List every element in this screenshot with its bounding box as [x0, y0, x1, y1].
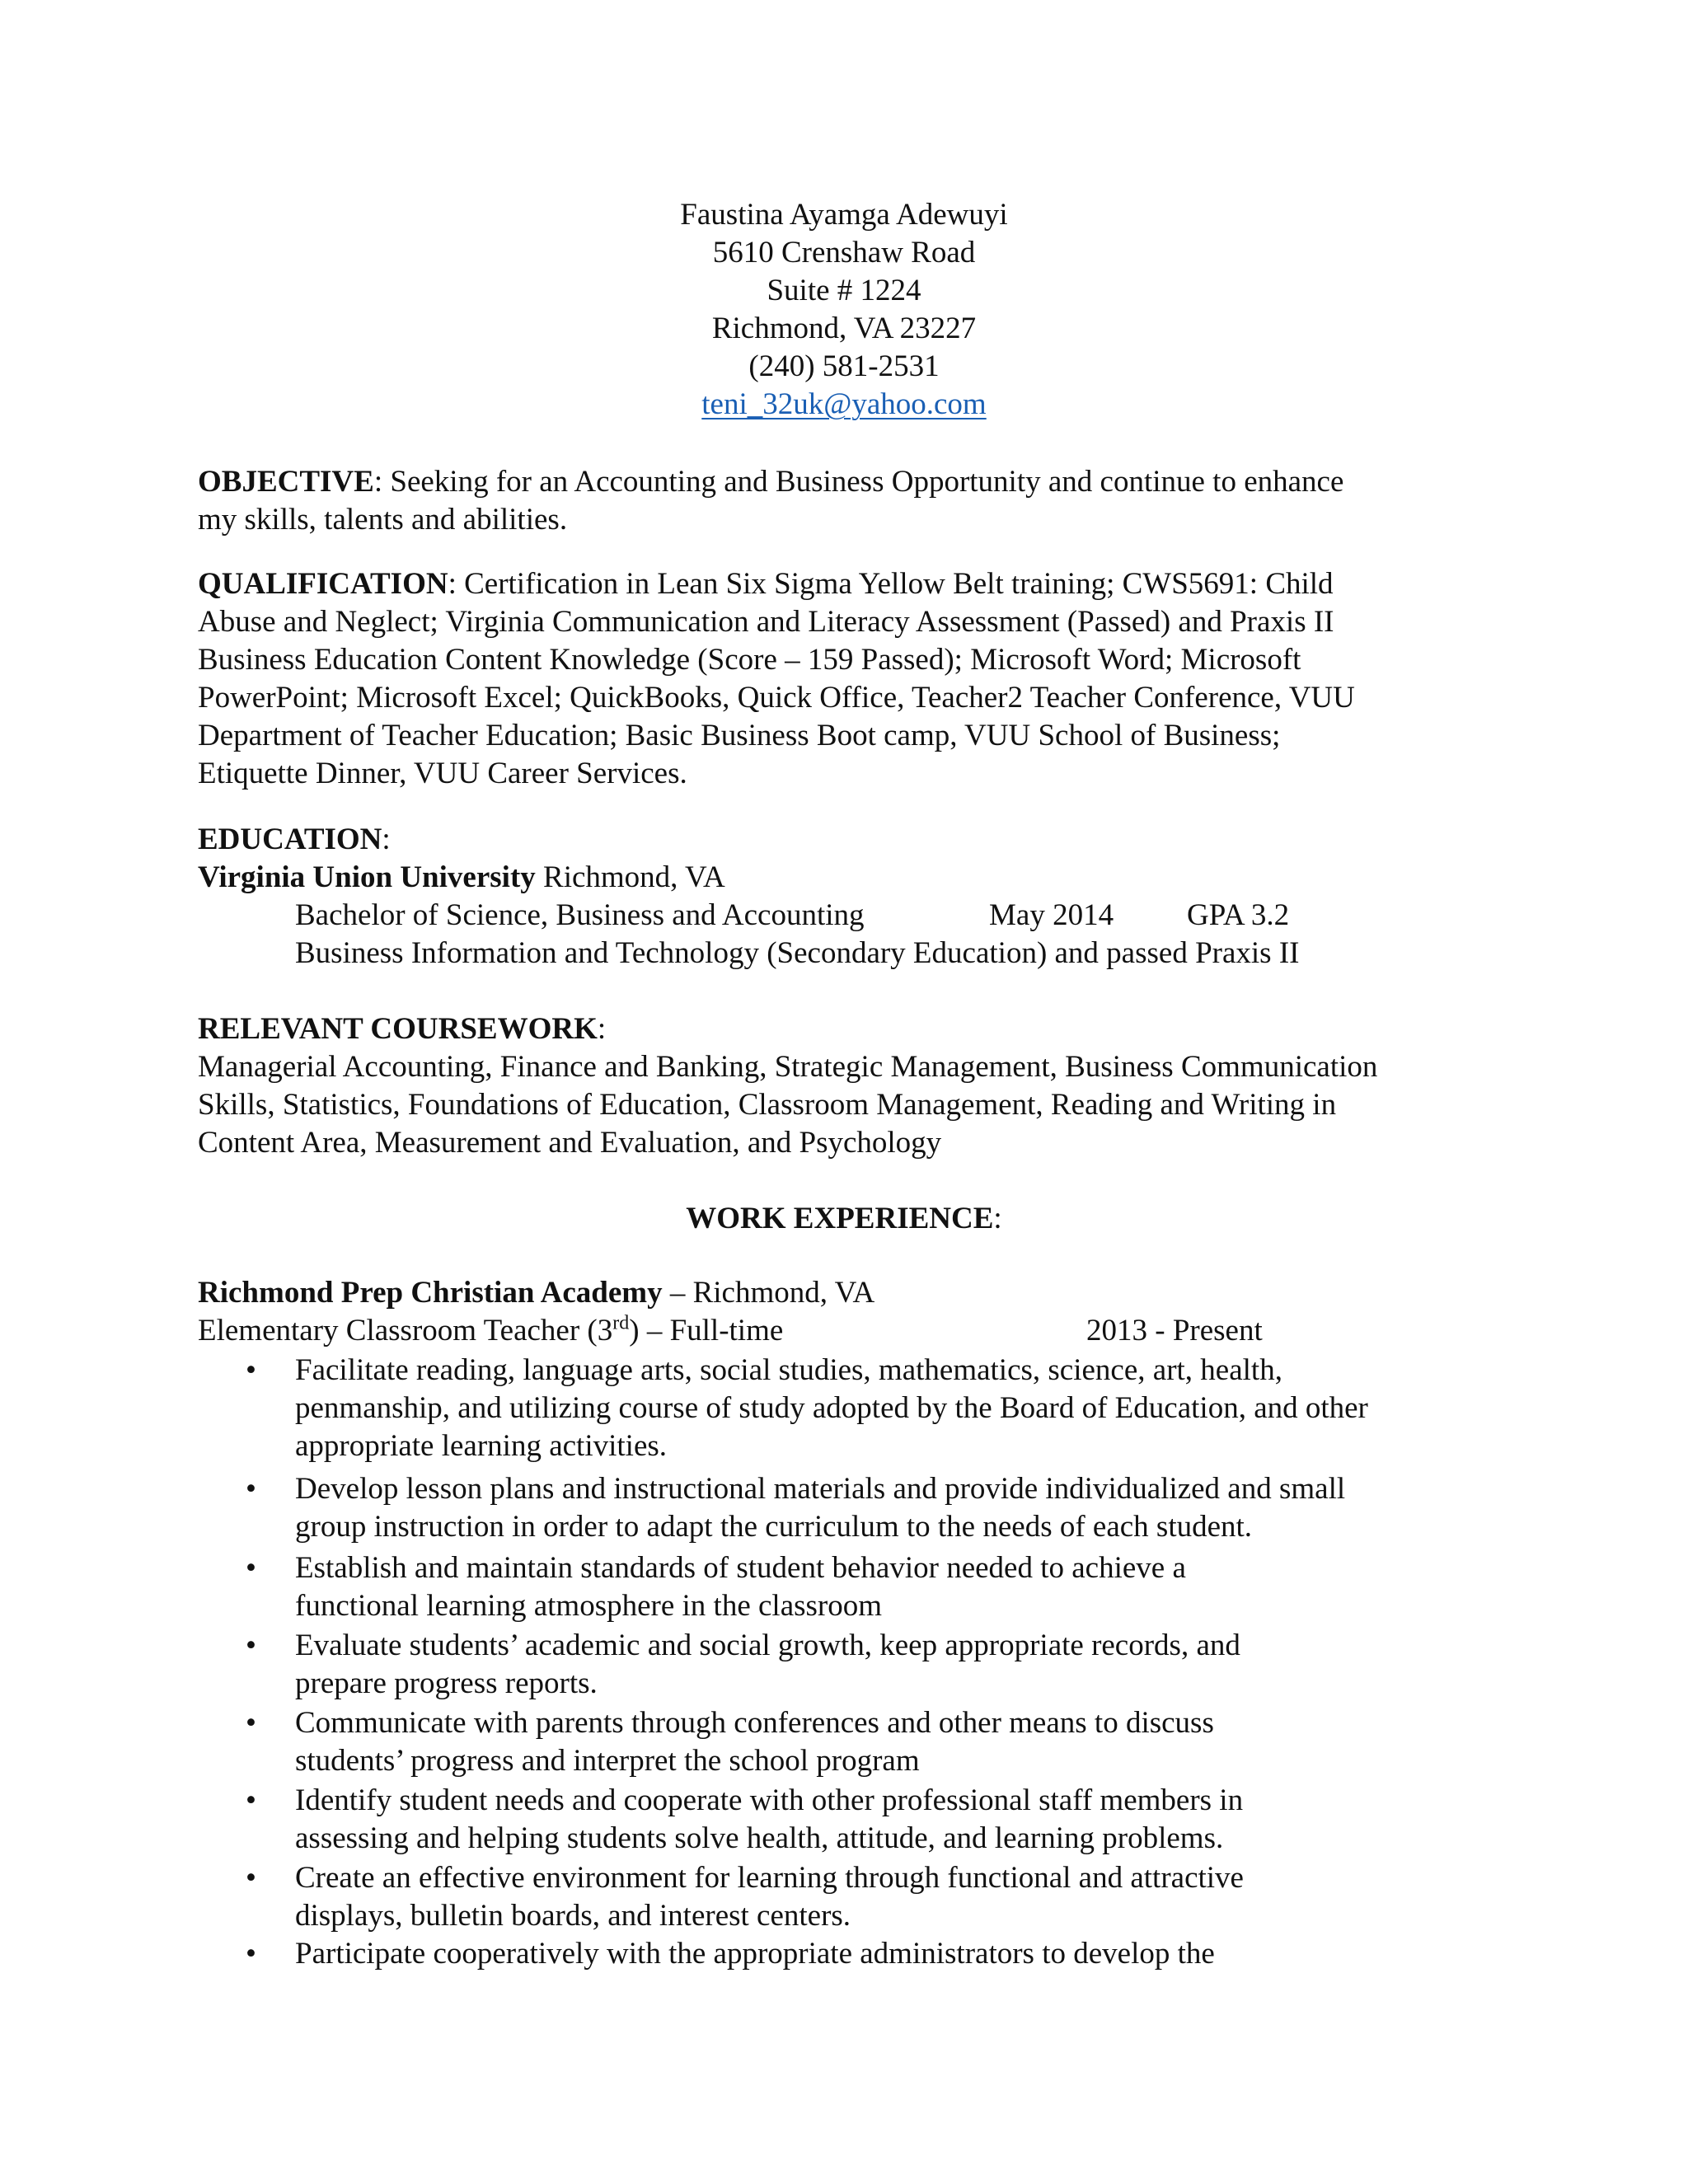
- education-heading-colon: :: [382, 823, 391, 856]
- objective-text-1: : Seeking for an Accounting and Business Opportunity and continue to enhance: [373, 465, 1344, 499]
- education-heading: EDUCATION: [198, 823, 382, 856]
- work-heading-colon: :: [993, 1202, 1002, 1235]
- employer-name: Richmond Prep Christian Academy: [198, 1276, 663, 1310]
- employer-location: – Richmond, VA: [662, 1276, 875, 1310]
- bullet-1-line-1: Facilitate reading, language arts, social studies, mathematics, science, art, health,: [295, 1353, 1282, 1387]
- qualification-text-1: : Certification in Lean Six Sigma Yellow Belt training; CWS5691: Child: [448, 567, 1334, 601]
- degree: Bachelor of Science, Business and Accounting: [295, 898, 865, 932]
- bullet-8-line-1: Participate cooperatively with the appropriate administrators to develop the: [295, 1937, 1215, 1971]
- bullet-3-line-1: Establish and maintain standards of student behavior needed to achieve a: [295, 1551, 1186, 1585]
- role-superscript: rd: [612, 1312, 630, 1334]
- objective-heading: OBJECTIVE: [198, 465, 374, 499]
- school-line: [198, 859, 725, 897]
- coursework-text-2: Skills, Statistics, Foundations of Education, Classroom Management, Reading and Writing in: [198, 1088, 1337, 1122]
- bullet-4-line-1: Evaluate students’ academic and social growth, keep appropriate records, and: [295, 1629, 1240, 1662]
- school-name: Virginia Union University: [198, 860, 536, 894]
- role-type: ) – Full-time: [629, 1314, 784, 1347]
- qualification-text-5: Department of Teacher Education; Basic Business Boot camp, VUU School of Business;: [198, 719, 1281, 752]
- bullet-7-line-1: Create an effective environment for learning through functional and attractive: [295, 1861, 1244, 1895]
- qualification-text-4: PowerPoint; Microsoft Excel; QuickBooks, Quick Office, Teacher2 Teacher Conference, VUU: [198, 681, 1355, 715]
- qualification-line-1: [198, 565, 1334, 603]
- education-heading-line: [198, 821, 391, 859]
- suite-number: Suite # 1224: [767, 274, 921, 307]
- coursework-text-3: Content Area, Measurement and Evaluation, and Psychology: [198, 1126, 942, 1160]
- bullet-4-line-2: prepare progress reports.: [295, 1666, 598, 1700]
- bullet-6-line-2: assessing and helping students solve health, attitude, and learning problems.: [295, 1821, 1224, 1855]
- work-heading-line: [0, 1200, 1688, 1238]
- email-link[interactable]: teni_32uk@yahoo.com: [701, 387, 987, 421]
- bullet-5-line-1: Communicate with parents through conferences and other means to discuss: [295, 1706, 1214, 1740]
- bullet-icon: •: [246, 1783, 256, 1817]
- bullet-icon: •: [246, 1706, 256, 1740]
- bullet-icon: •: [246, 1551, 256, 1585]
- bullet-1-line-2: penmanship, and utilizing course of study adopted by the Board of Education, and other: [295, 1391, 1368, 1425]
- qualification-heading: QUALIFICATION: [198, 567, 448, 601]
- education-note: Business Information and Technology (Secondary Education) and passed Praxis II: [295, 936, 1300, 970]
- gpa: GPA 3.2: [1187, 898, 1290, 932]
- graduation-date: May 2014: [989, 898, 1114, 932]
- coursework-heading-colon: :: [597, 1012, 607, 1046]
- bullet-3-line-2: functional learning atmosphere in the classroom: [295, 1589, 883, 1623]
- employer-line: [198, 1274, 874, 1312]
- coursework-heading: RELEVANT COURSEWORK: [198, 1012, 598, 1046]
- coursework-heading-line: [198, 1010, 606, 1048]
- bullet-6-line-1: Identify student needs and cooperate with other professional staff members in: [295, 1783, 1244, 1817]
- bullet-icon: •: [246, 1629, 256, 1662]
- applicant-name: Faustina Ayamga Adewuyi: [680, 198, 1008, 232]
- bullet-5-line-2: students’ progress and interpret the school program: [295, 1744, 920, 1778]
- bullet-icon: •: [246, 1861, 256, 1895]
- role-dates: 2013 - Present: [1086, 1314, 1263, 1347]
- work-heading: WORK EXPERIENCE: [686, 1202, 994, 1235]
- street-address: 5610 Crenshaw Road: [712, 236, 976, 269]
- school-location: Richmond, VA: [535, 860, 725, 894]
- bullet-icon: •: [246, 1353, 256, 1387]
- bullet-1-line-3: appropriate learning activities.: [295, 1429, 668, 1463]
- email-line: [0, 386, 1688, 424]
- bullet-icon: •: [246, 1472, 256, 1506]
- bullet-icon: •: [246, 1937, 256, 1971]
- qualification-text-3: Business Education Content Knowledge (Score – 159 Passed); Microsoft Word; Microsoft: [198, 643, 1301, 677]
- bullet-2-line-2: group instruction in order to adapt the curriculum to the needs of each student.: [295, 1510, 1253, 1544]
- bullet-7-line-2: displays, bulletin boards, and interest centers.: [295, 1899, 851, 1933]
- coursework-text-1: Managerial Accounting, Finance and Banking, Strategic Management, Business Communication: [198, 1050, 1378, 1084]
- objective-line-1: [198, 463, 1343, 501]
- role-title: Elementary Classroom Teacher (3: [198, 1314, 613, 1347]
- role-line: [198, 1312, 783, 1350]
- qualification-text-6: Etiquette Dinner, VUU Career Services.: [198, 757, 687, 790]
- city-state-zip: Richmond, VA 23227: [711, 312, 977, 345]
- bullet-2-line-1: Develop lesson plans and instructional materials and provide individualized and small: [295, 1472, 1346, 1506]
- objective-text-2: my skills, talents and abilities.: [198, 503, 568, 537]
- qualification-text-2: Abuse and Neglect; Virginia Communication and Literacy Assessment (Passed) and Praxis II: [198, 605, 1334, 639]
- phone-number: (240) 581-2531: [748, 349, 940, 383]
